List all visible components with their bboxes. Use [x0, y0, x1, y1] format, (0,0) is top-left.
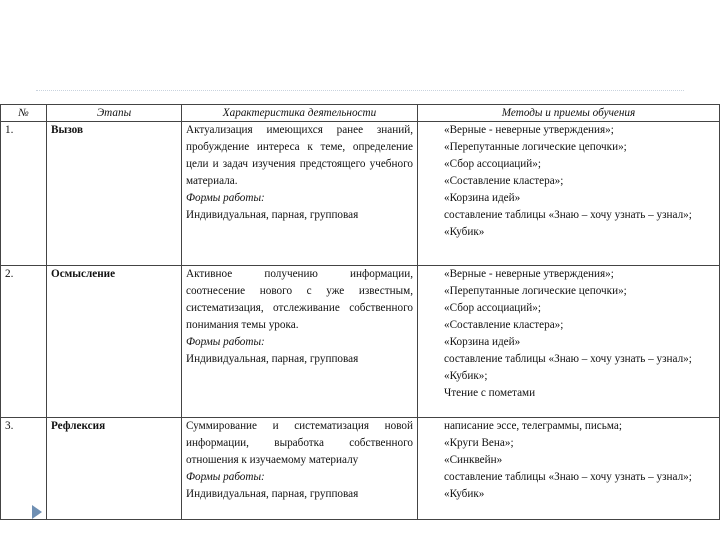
- method-text: написание эссе, телеграммы, письма;: [444, 420, 622, 432]
- list-item: [422, 300, 715, 317]
- list-item: [422, 283, 715, 300]
- list-item: [422, 351, 715, 368]
- forms-label: Формы работы:: [186, 471, 265, 483]
- method-text: Чтение с пометами: [444, 387, 536, 399]
- method-text: «Корзина идей»: [444, 192, 521, 204]
- row-number: 2.: [1, 266, 47, 418]
- list-item: [422, 139, 715, 156]
- list-item: [422, 190, 715, 207]
- list-item: [422, 224, 715, 241]
- characteristic-text: Активное получению информации, соотнесение нового с уже известным, систематизация, отслеживание собственного понимания темы урока.: [186, 268, 413, 331]
- slide-divider-line: [36, 90, 684, 91]
- methods-cell: [418, 418, 720, 520]
- method-text: «Сбор ассоциаций»;: [444, 302, 541, 314]
- method-text: «Круги Вена»;: [444, 437, 514, 449]
- method-text: составление таблицы «Знаю – хочу узнать – узнал»;: [444, 353, 692, 365]
- methods-list: [422, 122, 715, 241]
- methods-cell: [418, 266, 720, 418]
- list-item: [422, 122, 715, 139]
- method-text: составление таблицы «Знаю – хочу узнать – узнал»;: [444, 209, 692, 221]
- list-item: [422, 207, 715, 224]
- table-row: [1, 122, 720, 266]
- method-text: «Составление кластера»;: [444, 319, 564, 331]
- list-item: [422, 435, 715, 452]
- list-item: [422, 385, 715, 402]
- characteristic-text: Суммирование и систематизация новой информации, выработка собственного отношения к изучаемому материалу: [186, 420, 413, 466]
- row-number: 1.: [1, 122, 47, 266]
- forms-value: Индивидуальная, парная, групповая: [186, 488, 359, 500]
- row-number: 3.: [1, 418, 47, 520]
- stage-name: Осмысление: [47, 266, 182, 418]
- characteristic-text: Актуализация имеющихся ранее знаний, пробуждение интереса к теме, определение цели и задач изучения предстоящего учебного материала.: [186, 124, 413, 187]
- method-text: «Сбор ассоциаций»;: [444, 158, 541, 170]
- header-stages: Этапы: [47, 105, 182, 122]
- header-characteristic: Характеристика деятельности: [182, 105, 418, 122]
- list-item: [422, 334, 715, 351]
- method-text: составление таблицы «Знаю – хочу узнать – узнал»;: [444, 471, 692, 483]
- list-item: [422, 317, 715, 334]
- methods-list: [422, 418, 715, 503]
- list-item: [422, 156, 715, 173]
- list-item: [422, 452, 715, 469]
- forms-value: Индивидуальная, парная, групповая: [186, 353, 359, 365]
- header-number: №: [1, 105, 47, 122]
- methods-list: [422, 266, 715, 402]
- method-text: «Верные - неверные утверждения»;: [444, 268, 614, 280]
- stage-characteristic: [182, 122, 418, 266]
- list-item: [422, 418, 715, 435]
- next-slide-arrow-icon[interactable]: [32, 505, 42, 519]
- table-header-row: [1, 105, 720, 122]
- method-text: «Кубик»: [444, 226, 485, 238]
- stage-characteristic: [182, 418, 418, 520]
- lesson-stages-table: [0, 104, 720, 520]
- forms-label: Формы работы:: [186, 192, 265, 204]
- table-row: [1, 266, 720, 418]
- method-text: «Перепутанные логические цепочки»;: [444, 285, 627, 297]
- method-text: «Корзина идей»: [444, 336, 521, 348]
- methods-cell: [418, 122, 720, 266]
- table-row: [1, 418, 720, 520]
- method-text: «Синквейн»: [444, 454, 503, 466]
- method-text: «Верные - неверные утверждения»;: [444, 124, 614, 136]
- method-text: «Составление кластера»;: [444, 175, 564, 187]
- list-item: [422, 469, 715, 486]
- list-item: [422, 173, 715, 190]
- stage-name: Вызов: [47, 122, 182, 266]
- forms-label: Формы работы:: [186, 336, 265, 348]
- header-methods: Методы и приемы обучения: [418, 105, 720, 122]
- method-text: «Кубик»;: [444, 370, 488, 382]
- method-text: «Перепутанные логические цепочки»;: [444, 141, 627, 153]
- stage-characteristic: [182, 266, 418, 418]
- forms-value: Индивидуальная, парная, групповая: [186, 209, 359, 221]
- list-item: [422, 368, 715, 385]
- stage-name: Рефлексия: [47, 418, 182, 520]
- method-text: «Кубик»: [444, 488, 485, 500]
- list-item: [422, 486, 715, 503]
- list-item: [422, 266, 715, 283]
